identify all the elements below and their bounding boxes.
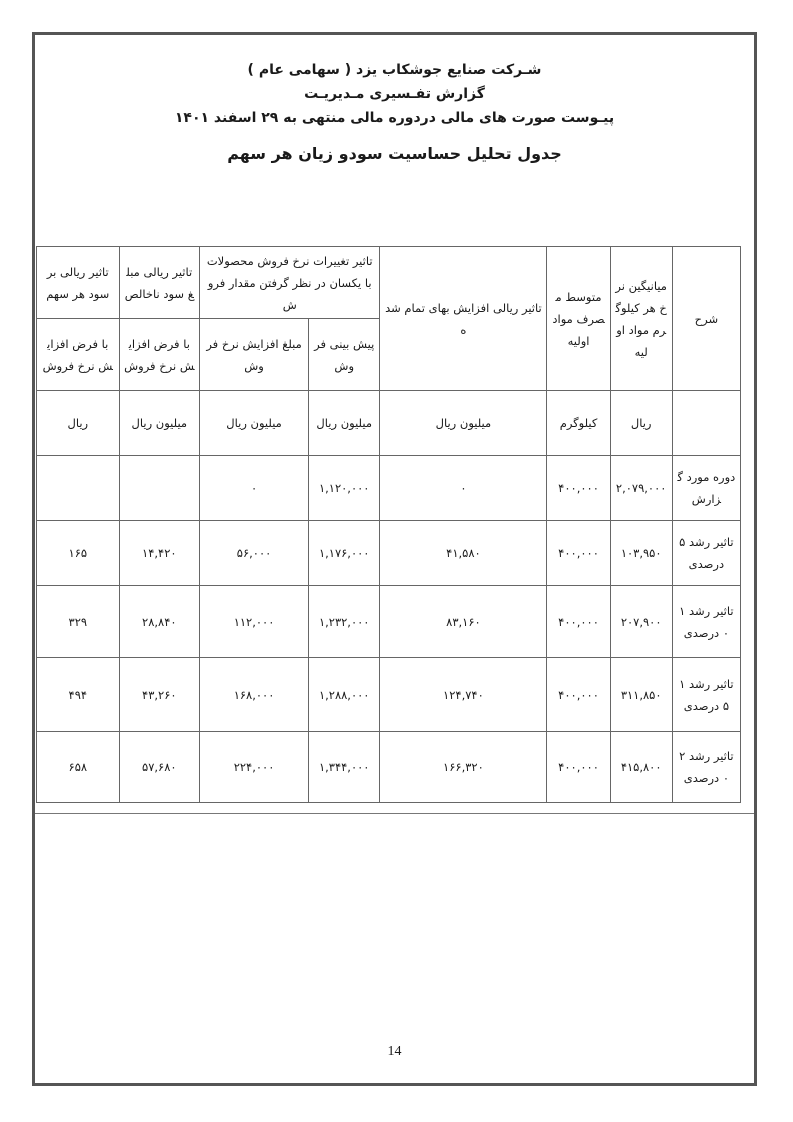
col-avg-consumption: متوسط مصرف مواد اولیه — [547, 247, 610, 391]
consumption-value: ۴۰۰,۰۰۰ — [547, 456, 610, 521]
net-profit-value — [119, 456, 199, 521]
col-net-profit-group: تاثیر ریالی مبلغ سود ناخالص — [119, 247, 199, 319]
report-heading — [35, 58, 754, 163]
eps-value: ۴۹۴ — [37, 658, 120, 732]
row-label: تاثیر رشد ۱۵ درصدی — [672, 658, 740, 732]
net-profit-value: ۵۷,۶۸۰ — [119, 732, 199, 803]
price-increase-value: ۲۲۴,۰۰۰ — [200, 732, 309, 803]
eps-value: ۳۲۹ — [37, 586, 120, 658]
unit-cost-impact: میلیون ریال — [380, 391, 547, 456]
unit-net-profit: میلیون ریال — [119, 391, 199, 456]
col-avg-rate: میانیگین نرخ هر کیلوگرم مواد اولیه — [610, 247, 672, 391]
units-row — [37, 391, 741, 456]
avg-rate-value: ۴۱۵,۸۰۰ — [610, 732, 672, 803]
eps-value: ۱۶۵ — [37, 521, 120, 586]
avg-rate-value: ۱۰۳,۹۵۰ — [610, 521, 672, 586]
sales-forecast-value: ۱,۲۳۲,۰۰۰ — [309, 586, 380, 658]
content-bottom-rule — [35, 813, 754, 814]
avg-rate-value: ۲,۰۷۹,۰۰۰ — [610, 456, 672, 521]
net-profit-value: ۱۴,۴۲۰ — [119, 521, 199, 586]
sales-forecast-value: ۱,۳۴۴,۰۰۰ — [309, 732, 380, 803]
price-increase-value: ۵۶,۰۰۰ — [200, 521, 309, 586]
col-eps-sub: با فرض افزایش نرخ فروش — [37, 319, 120, 391]
consumption-value: ۴۰۰,۰۰۰ — [547, 521, 610, 586]
consumption-value: ۴۰۰,۰۰۰ — [547, 732, 610, 803]
net-profit-value: ۲۸,۸۴۰ — [119, 586, 199, 658]
eps-value: ۶۵۸ — [37, 732, 120, 803]
report-title: گزارش تفـسیری مـدیریـت — [304, 86, 485, 102]
unit-price-increase: میلیون ریال — [200, 391, 309, 456]
company-name: شـرکت صنایع جوشکاب یزد ( سهامی عام ) — [247, 62, 542, 78]
sales-forecast-value: ۱,۱۷۶,۰۰۰ — [309, 521, 380, 586]
unit-consumption: کیلوگرم — [547, 391, 610, 456]
cost-impact-value: ۰ — [380, 456, 547, 521]
consumption-value: ۴۰۰,۰۰۰ — [547, 658, 610, 732]
header-row-1 — [37, 247, 741, 319]
cost-impact-value: ۱۶۶,۳۲۰ — [380, 732, 547, 803]
cost-impact-value: ۴۱,۵۸۰ — [380, 521, 547, 586]
unit-avg-rate: ریال — [610, 391, 672, 456]
annex-title: پیـوست صورت های مالی دردوره مالی منتهی به ۲۹ اسفند ۱۴۰۱ — [174, 110, 615, 126]
avg-rate-value: ۲۰۷,۹۰۰ — [610, 586, 672, 658]
price-increase-value: ۱۶۸,۰۰۰ — [200, 658, 309, 732]
row-label: دوره مورد گزارش — [672, 456, 740, 521]
net-profit-value: ۴۳,۲۶۰ — [119, 658, 199, 732]
sales-forecast-value: ۱,۲۸۸,۰۰۰ — [309, 658, 380, 732]
table-row — [37, 658, 741, 732]
price-increase-value: ۱۱۲,۰۰۰ — [200, 586, 309, 658]
col-description: شرح — [672, 247, 740, 391]
table-row — [37, 586, 741, 658]
cost-impact-value: ۸۳,۱۶۰ — [380, 586, 547, 658]
col-cost-impact: تاثیر ریالی افزایش بهای تمام شده — [380, 247, 547, 391]
table-row — [37, 732, 741, 803]
row-label: تاثیر رشد ۲۰ درصدی — [672, 732, 740, 803]
price-increase-value: ۰ — [200, 456, 309, 521]
eps-value — [37, 456, 120, 521]
sensitivity-table — [36, 246, 741, 803]
table-row — [37, 521, 741, 586]
row-label: تاثیر رشد ۵ درصدی — [672, 521, 740, 586]
table-title: جدول تحلیل حساسیت سودو زیان هر سهم — [227, 144, 562, 163]
col-price-increase: مبلغ افزایش نرخ فروش — [200, 319, 309, 391]
consumption-value: ۴۰۰,۰۰۰ — [547, 586, 610, 658]
col-price-change-group: تاثیر تغییرات نرخ فروش محصولات با یکسان در نظر گرفتن مقدار فروش — [200, 247, 380, 319]
table-row — [37, 456, 741, 521]
unit-description — [672, 391, 740, 456]
unit-sales-forecast: میلیون ریال — [309, 391, 380, 456]
col-eps-group: تاثیر ریالی بر سود هر سهم — [37, 247, 120, 319]
col-net-profit-sub: با فرض افزایش نرخ فروش — [119, 319, 199, 391]
col-sales-forecast: پیش بینی فروش — [309, 319, 380, 391]
row-label: تاثیر رشد ۱۰ درصدی — [672, 586, 740, 658]
sales-forecast-value: ۱,۱۲۰,۰۰۰ — [309, 456, 380, 521]
cost-impact-value: ۱۲۴,۷۴۰ — [380, 658, 547, 732]
unit-eps: ریال — [37, 391, 120, 456]
avg-rate-value: ۳۱۱,۸۵۰ — [610, 658, 672, 732]
page-number: 14 — [387, 1044, 402, 1059]
